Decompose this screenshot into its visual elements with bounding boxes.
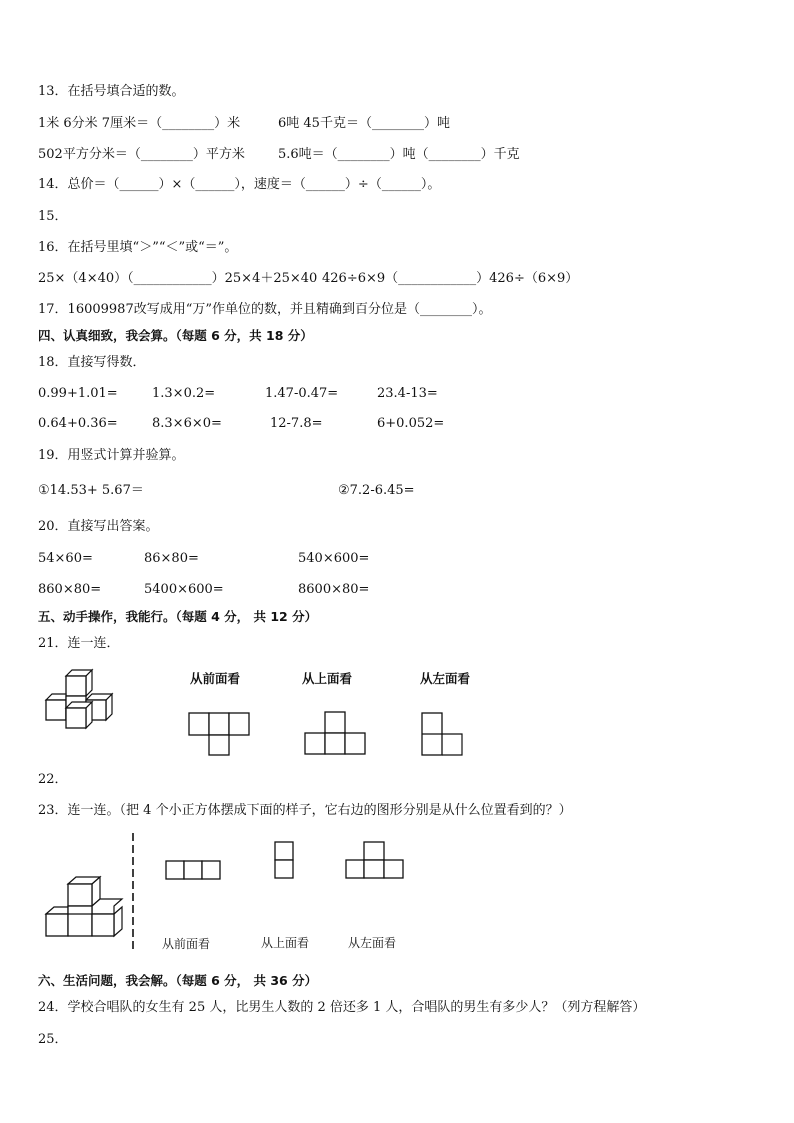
q25: 25．	[38, 1032, 68, 1047]
q20-r2c3: 8600×80=	[298, 582, 370, 597]
q21-view-front-label: 从前面看	[190, 671, 241, 686]
section6-heading: 六、生活问题，我会解。（每题 6 分， 共 36 分）	[38, 973, 318, 988]
q22: 22．	[38, 772, 68, 787]
q16-line-b: 426÷6×9（____________）426÷（6×9）	[322, 271, 579, 286]
q18-r2c4: 6+0.052=	[377, 416, 445, 431]
q18-r2c2: 8.3×6×0=	[152, 416, 222, 431]
q20-title: 20．直接写出答案。	[38, 519, 159, 534]
q19-item2: ②7.2-6.45=	[338, 483, 415, 498]
q18-r2c1: 0.64+0.36=	[38, 416, 118, 431]
q21-cube-figure	[40, 668, 125, 738]
q13-line1a: 1米 6分米 7厘米＝（________）米	[38, 116, 241, 131]
q23-dashed-divider	[130, 832, 136, 950]
q21-front-view-shape	[188, 712, 250, 756]
q20-r2c2: 5400×600=	[144, 582, 224, 597]
q23-view-left-label: 从左面看	[348, 936, 397, 950]
q20-r2c1: 860×80=	[38, 582, 102, 597]
q13-line2b: 5.6吨＝（________）吨（________）千克	[278, 147, 520, 162]
q23-left-view-shape	[345, 841, 405, 881]
q18-title: 18．直接写得数．	[38, 355, 146, 370]
q23-view-top-label: 从上面看	[261, 936, 310, 950]
q20-r1c2: 86×80=	[144, 551, 199, 566]
q23-title: 23．连一连。（把 4 个小正方体摆成下面的样子，它右边的图形分别是从什么位置看到的？）	[38, 803, 572, 818]
q19-item1: ①14.53+ 5.67＝	[38, 483, 144, 498]
q13-title: 13．在括号填合适的数。	[38, 84, 185, 99]
q18-r1c1: 0.99+1.01=	[38, 386, 118, 401]
q15: 15．	[38, 209, 68, 224]
q21-title: 21．连一连．	[38, 636, 120, 651]
q23-view-front-label: 从前面看	[162, 937, 211, 951]
q21-top-view-shape	[304, 711, 366, 755]
q18-r1c2: 1.3×0.2=	[152, 386, 216, 401]
q19-title: 19．用竖式计算并验算。	[38, 448, 185, 463]
q18-r1c4: 23.4-13=	[377, 386, 438, 401]
q18-r1c3: 1.47-0.47=	[265, 386, 339, 401]
q24: 24．学校合唱队的女生有 25 人，比男生人数的 2 倍还多 1 人，合唱队的男生有多少人？（列方程解答）	[38, 1000, 646, 1015]
q16-line-a: 25×（4×40）（____________）25×4＋25×40	[38, 271, 318, 286]
q20-r1c1: 54×60=	[38, 551, 93, 566]
q13-line1b: 6吨 45千克＝（________）吨	[278, 116, 450, 131]
q21-view-top-label: 从上面看	[302, 671, 353, 686]
q23-cube-figure	[44, 876, 124, 938]
section5-heading: 五、动手操作，我能行。（每题 4 分， 共 12 分）	[38, 609, 318, 624]
q13-line2a: 502平方分米＝（________）平方米	[38, 147, 245, 162]
q16-title: 16．在括号里填“＞”“＜”或“＝”。	[38, 240, 238, 255]
q20-r1c3: 540×600=	[298, 551, 370, 566]
q17: 17．16009987改写成用“万”作单位的数，并且精确到百分位是（________）。	[38, 302, 492, 317]
q23-front-view-shape	[165, 860, 223, 880]
q21-left-view-shape	[421, 712, 463, 756]
q23-top-view-shape	[274, 841, 296, 881]
q18-r2c3: 12-7.8=	[270, 416, 323, 431]
q21-view-left-label: 从左面看	[420, 671, 471, 686]
q14: 14．总价＝（______）×（______），速度＝（______）÷（______）。	[38, 177, 441, 192]
section4-heading: 四、认真细致，我会算。（每题 6 分，共 18 分）	[38, 328, 313, 343]
